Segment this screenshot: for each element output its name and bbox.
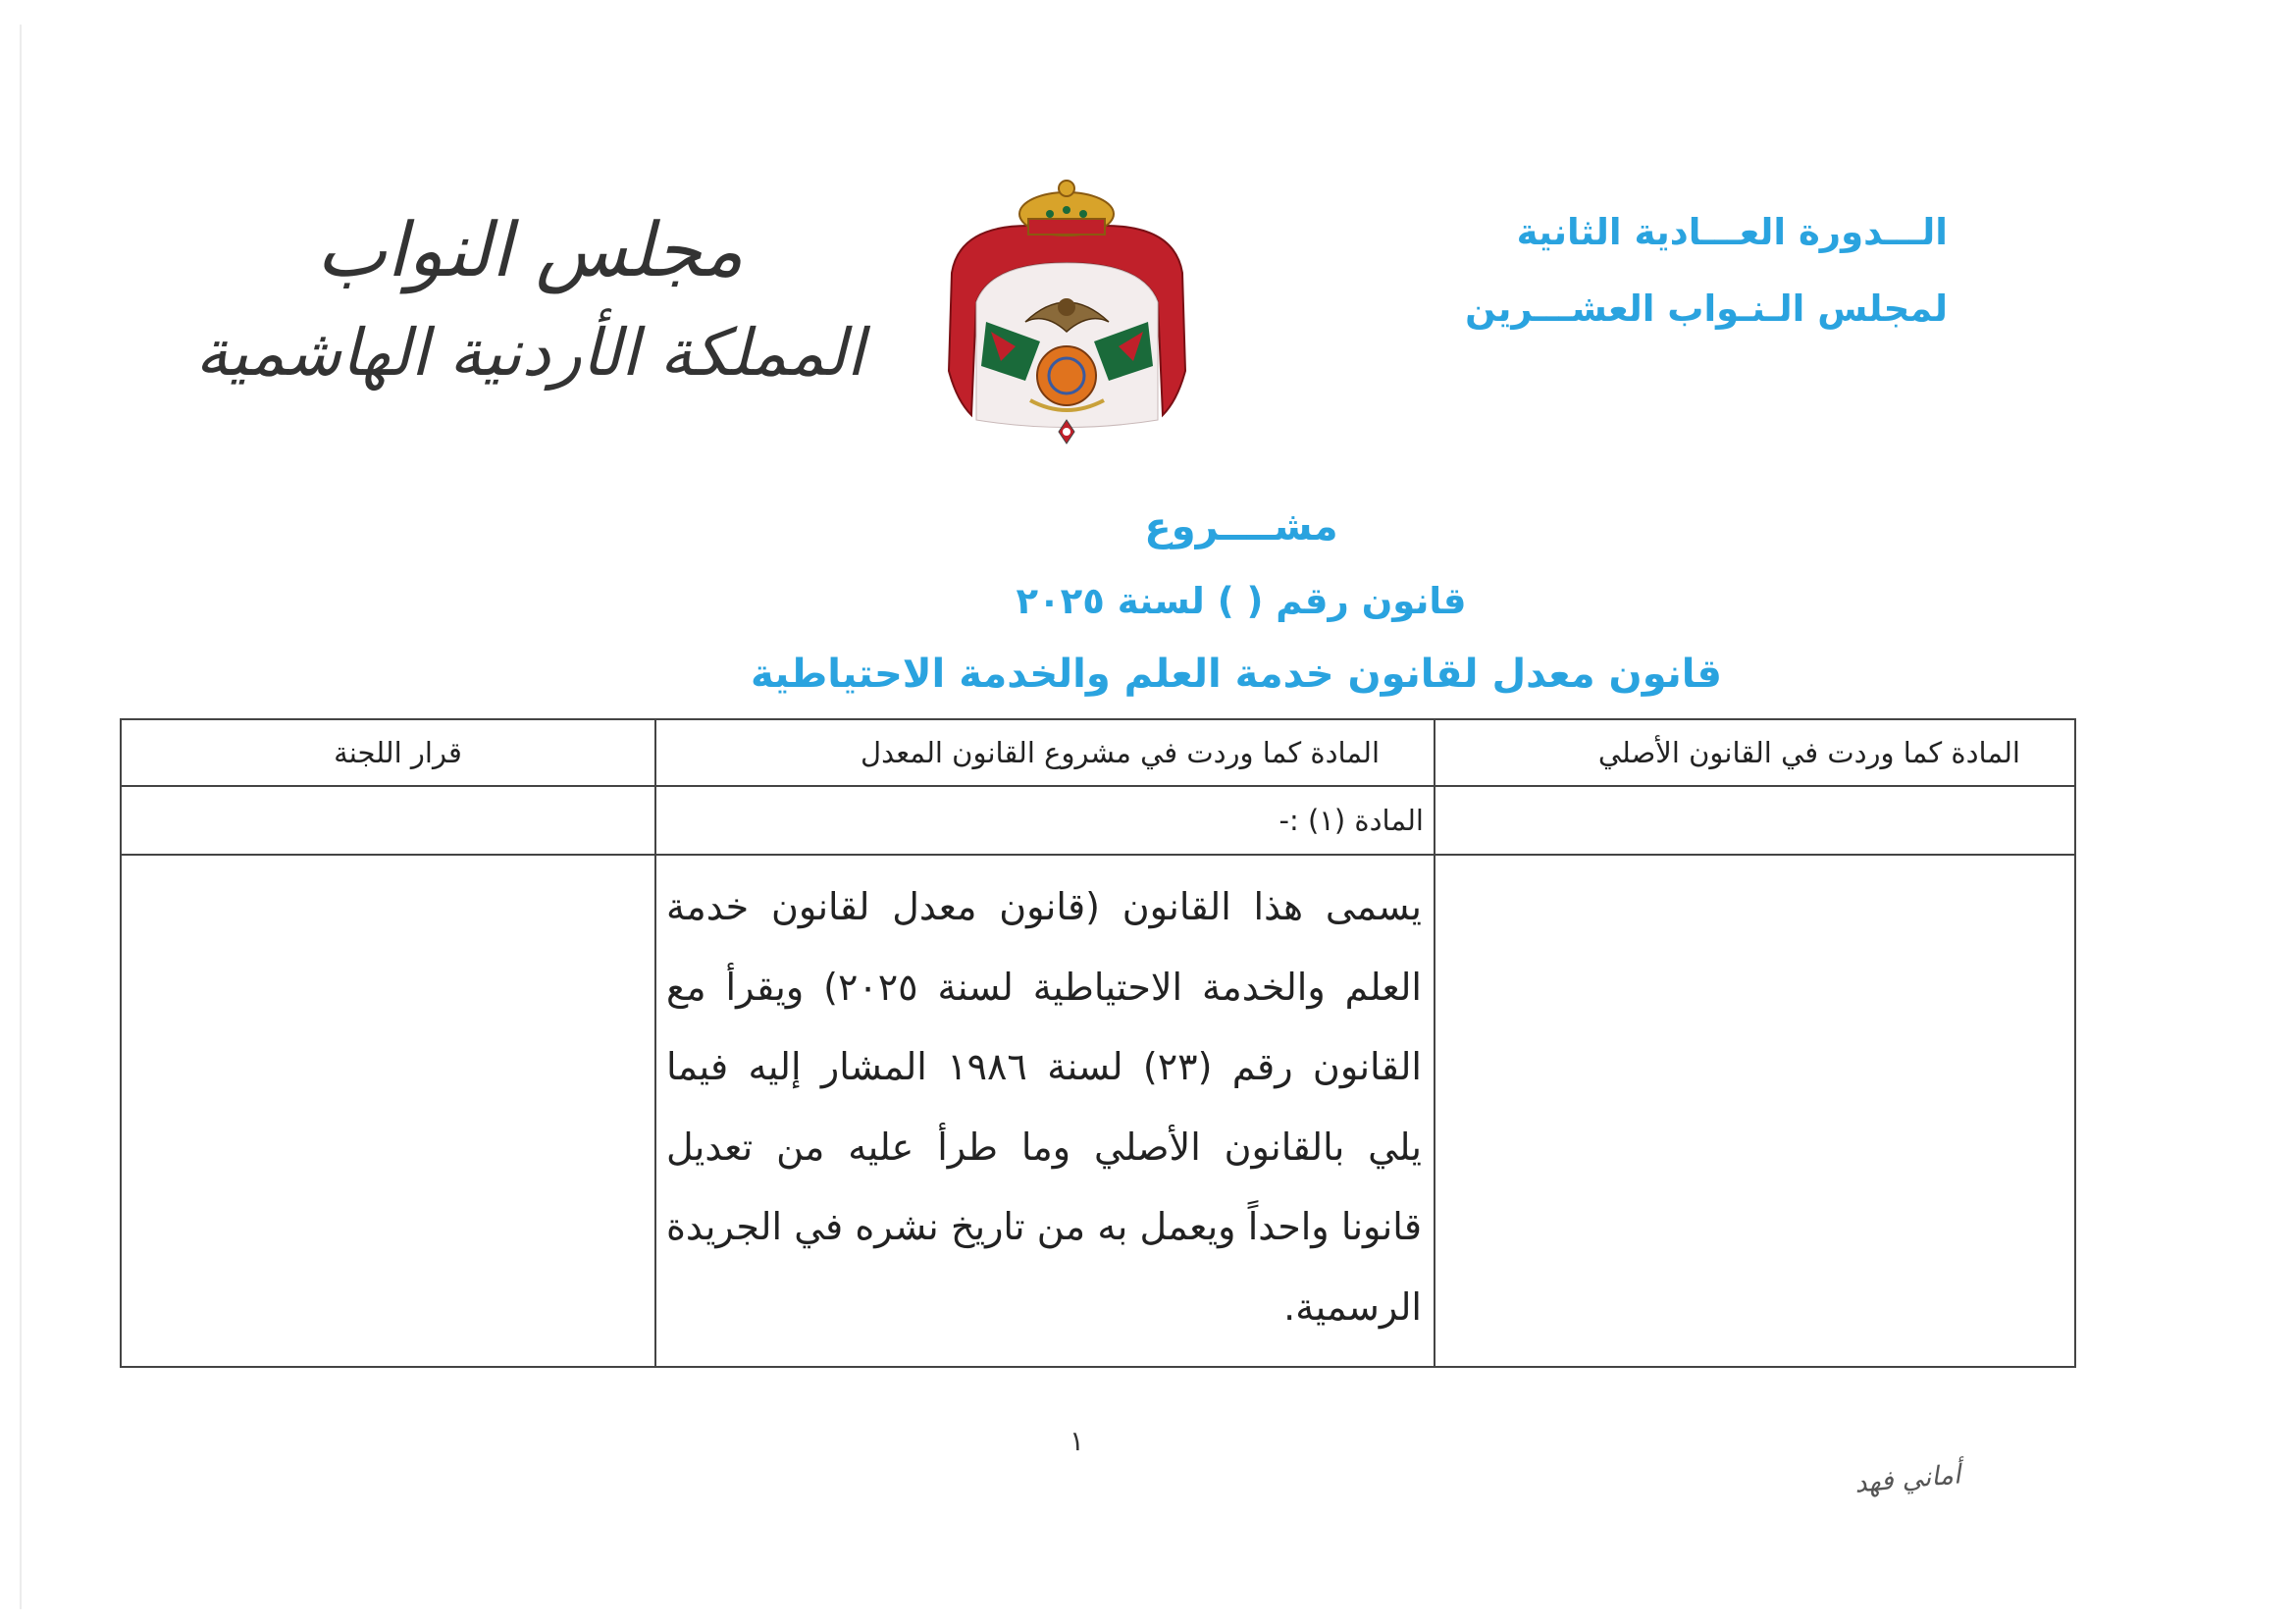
article-label: المادة (١) :- bbox=[655, 786, 1435, 855]
page-number: ١ bbox=[1070, 1425, 1085, 1457]
document-titles bbox=[0, 491, 2296, 711]
table-row-article-body bbox=[121, 855, 2075, 1367]
session-header bbox=[1359, 194, 1948, 347]
jordan-coat-of-arms-icon bbox=[932, 175, 1202, 447]
council-name: مجلس النواب bbox=[316, 206, 744, 293]
draft-label: مشــــروع bbox=[1144, 504, 1338, 550]
article-text: يسمى هذا القانون (قانون معدل لقانون خدمة العلم والخدمة الاحتياطية لسنة ٢٠٢٥) ويقرأ مع القانون رقم (٢٣) لسنة ١٩٨٦ المشار إليه فيما يلي بالقانون الأصلي وما طرأ عليه من تعديل قانونا واحداً ويعمل به من تاريخ نشره في الجريدة الرسمية. bbox=[666, 885, 1422, 1329]
kingdom-name: المملكة الأردنية الهاشمية bbox=[195, 315, 864, 391]
table-row-article-label bbox=[121, 786, 2075, 855]
law-number: قانون رقم ( ) لسنة ٢٠٢٥ bbox=[1016, 580, 1467, 622]
page-edge-line bbox=[20, 25, 22, 1609]
cell-original-body bbox=[1435, 855, 2075, 1367]
table-header-row bbox=[121, 719, 2075, 786]
cell-decision-body bbox=[121, 855, 655, 1367]
header-amended-law: المادة كما وردت في مشروع القانون المعدل bbox=[655, 719, 1435, 786]
cell-original-empty bbox=[1435, 786, 2075, 855]
council-calligraphy bbox=[177, 201, 883, 437]
session-line-2: لمجلس الـنـواب العشـــرين bbox=[1465, 288, 1948, 330]
cell-amended-body bbox=[655, 855, 1435, 1367]
cell-decision-empty bbox=[121, 786, 655, 855]
law-title: قانون معدل لقانون خدمة العلم والخدمة الاحتياطية bbox=[751, 652, 1722, 697]
header-original-law: المادة كما وردت في القانون الأصلي bbox=[1435, 719, 2075, 786]
header-committee-decision: قرار اللجنة bbox=[121, 719, 655, 786]
session-line-1: الـــدورة العـــادية الثانية bbox=[1516, 211, 1948, 253]
comparison-table bbox=[120, 718, 2076, 1368]
signature: أماني فهد bbox=[1852, 1459, 1962, 1499]
